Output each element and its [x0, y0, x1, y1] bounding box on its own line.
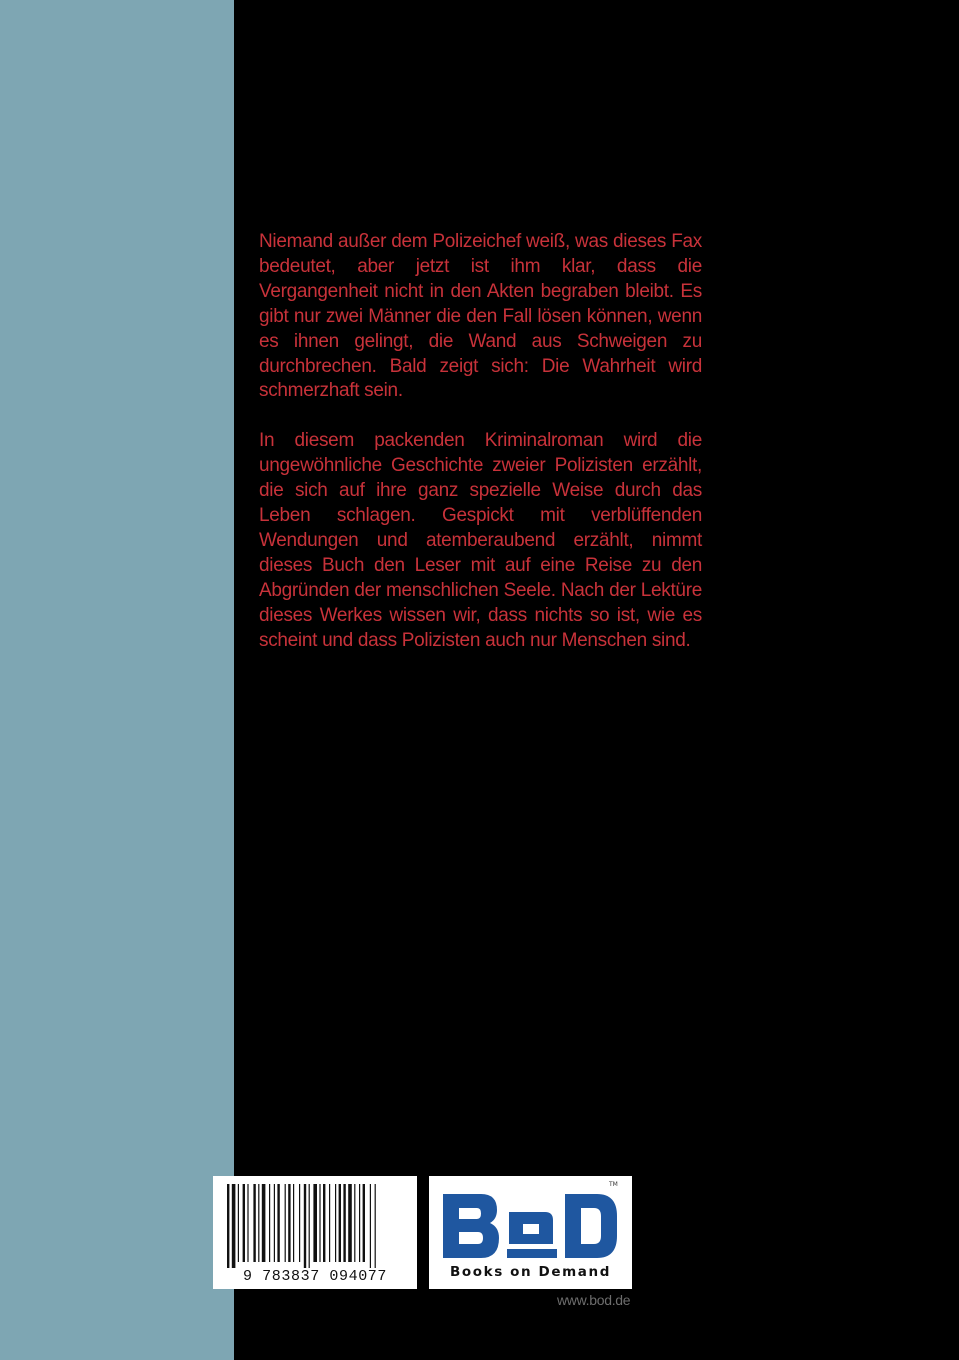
- barcode-bar: [274, 1184, 275, 1262]
- barcode-bar: [335, 1184, 336, 1262]
- barcode-bar: [359, 1184, 360, 1262]
- barcode-bar: [288, 1184, 290, 1262]
- bod-logo: [441, 1186, 621, 1266]
- blurb-paragraph-1: Niemand außer dem Polizeichef weiß, was dieses Fax bedeutet, aber jetzt ist ihm klar, dass die Vergangenheit nicht in den Akten begraben bleibt. Es gibt nur zwei Männer die den Fall lösen können, wenn es ihnen gelingt, die Wand aus Schweigen zu durchbrechen. Bald zeigt sich: Die Wahrheit wird schmerzhaft sein.: [259, 231, 702, 402]
- barcode-bar: [269, 1184, 270, 1262]
- blurb-paragraph-2: In diesem packenden Kriminalroman wird die ungewöhnliche Geschichte zweier Polizisten erzählt, die sich auf ihre ganz spezielle Weise durch das Leben schlagen. Gespickt mit verblüffenden Wendungen und atemberaubend erzählt, nimmt dieses Buch den Leser mit auf eine Reise zu den Abgründen der menschlichen Seele. Nach der Lektüre dieses Werkes wissen wir, dass nichts so ist, wie es scheint und dass Polizisten auch nur Menschen sind.: [259, 430, 702, 651]
- isbn-number: 9 783837 094077: [242, 1268, 388, 1285]
- barcode-bar: [253, 1184, 255, 1262]
- barcode-bar: [363, 1184, 365, 1262]
- barcode-bar: [375, 1184, 376, 1268]
- barcode-bar: [277, 1184, 279, 1262]
- barcode-bar: [262, 1184, 266, 1262]
- barcode-bar: [339, 1184, 341, 1262]
- barcode-bar: [323, 1184, 325, 1262]
- barcode-bar: [348, 1184, 352, 1262]
- barcode-bar: [293, 1184, 294, 1262]
- publisher-url: www.bod.de: [557, 1292, 631, 1308]
- barcode-bar: [329, 1184, 330, 1262]
- barcode-bar: [243, 1184, 245, 1262]
- barcode-bars: [213, 1176, 417, 1268]
- barcode-bar: [285, 1184, 286, 1262]
- barcode-bar: [354, 1184, 355, 1262]
- barcode-bar: [299, 1184, 300, 1262]
- isbn-barcode: [213, 1176, 417, 1289]
- book-spine: [0, 0, 234, 1360]
- barcode-bar: [238, 1184, 239, 1262]
- publisher-logo-box: [429, 1176, 632, 1289]
- blurb-text: [259, 230, 702, 679]
- publisher-tagline: Books on Demand: [450, 1264, 611, 1280]
- barcode-bar: [227, 1184, 229, 1268]
- barcode-bar: [319, 1184, 320, 1262]
- barcode-bar: [247, 1184, 248, 1262]
- barcode-bar: [232, 1184, 236, 1268]
- back-cover: [234, 0, 959, 1360]
- barcode-bar: [309, 1184, 310, 1268]
- trademark-mark: TM: [609, 1181, 618, 1188]
- barcode-bar: [304, 1184, 306, 1268]
- barcode-bar: [313, 1184, 317, 1262]
- barcode-bar: [258, 1184, 259, 1262]
- barcode-bar: [343, 1184, 345, 1262]
- barcode-bar: [370, 1184, 371, 1268]
